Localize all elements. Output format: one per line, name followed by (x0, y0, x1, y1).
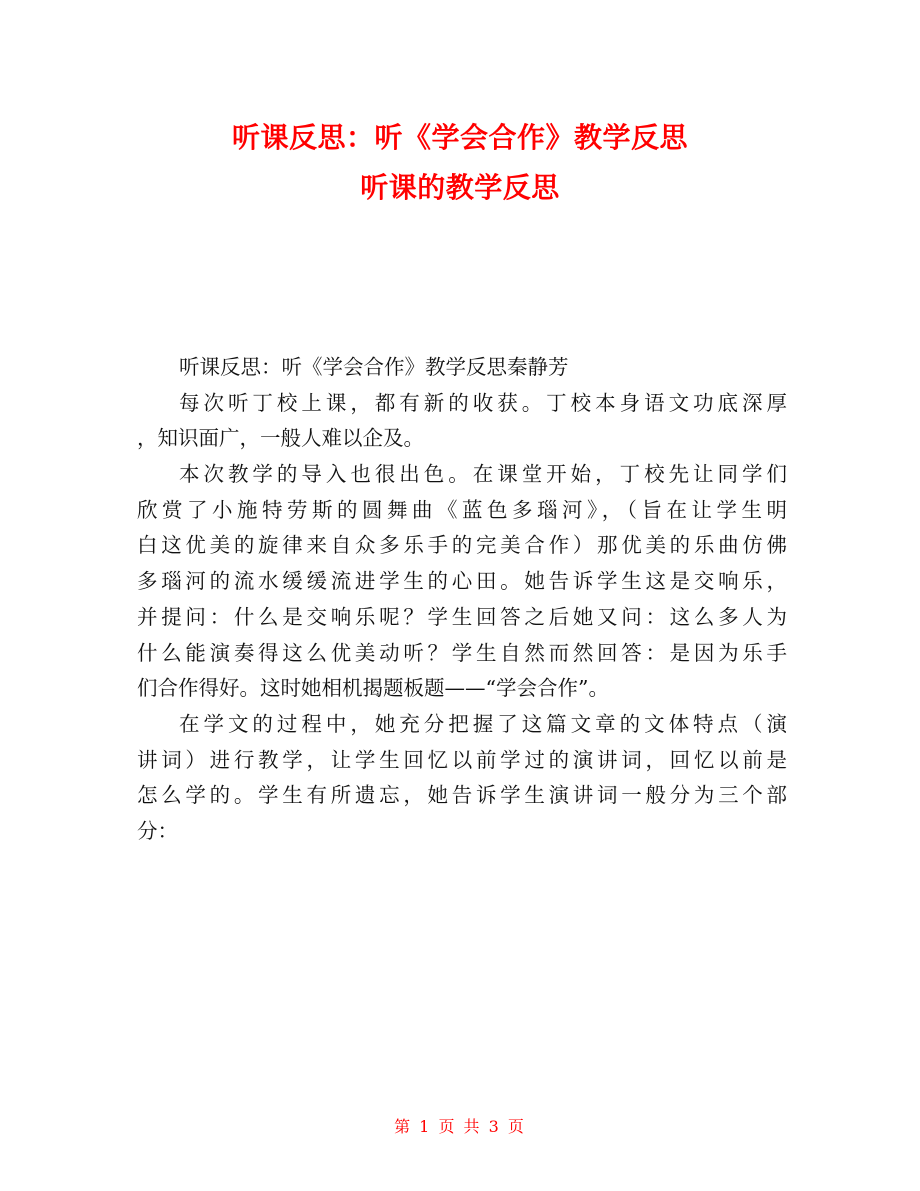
paragraph-2-line-2: ，知识面广，一般人难以企及。 (137, 426, 424, 451)
page-number-footer: 第 1 页 共 3 页 (394, 1117, 526, 1136)
paragraph-4-line-4: 分： (137, 818, 178, 843)
paragraph-4-line-2: 讲词）进行教学，让学生回忆以前学过的演讲词，回忆以前是 (137, 747, 787, 772)
paragraph-3-line-4: 多瑙河的流水缓缓流进学生的心田。她告诉学生这是交响乐， (137, 569, 787, 594)
paragraph-3-line-2: 欣赏了小施特劳斯的圆舞曲《蓝色多瑙河》，（旨在让学生明 (137, 497, 787, 522)
paragraph-3-line-7: 们合作得好。这时她相机揭题板题——“学会合作”。 (137, 676, 609, 701)
document-title-line-1: 听课反思：听《学会合作》教学反思 (231, 121, 688, 154)
paragraph-3-line-1: 本次教学的导入也很出色。在课堂开始，丁校先让同学们 (179, 462, 787, 487)
paragraph-2-line-1: 每次听丁校上课，都有新的收获。丁校本身语文功底深厚 (179, 390, 787, 415)
document-body (137, 350, 787, 850)
paragraph-3-line-3: 白这优美的旋律来自众多乐手的完美合作）那优美的乐曲仿佛 (137, 533, 787, 558)
paragraph-4-line-1: 在学文的过程中，她充分把握了这篇文章的文体特点（演 (179, 711, 787, 736)
paragraph-1-line-1: 听课反思：听《学会合作》教学反思秦静芳 (179, 355, 569, 379)
paragraph-3-line-5: 并提问：什么是交响乐呢？学生回答之后她又问：这么多人为 (137, 604, 787, 629)
paragraph-4-line-3: 怎么学的。学生有所遗忘，她告诉学生演讲词一般分为三个部 (137, 783, 787, 808)
paragraph-3-line-6: 什么能演奏得这么优美动听？学生自然而然回答：是因为乐手 (137, 640, 787, 665)
document-title-line-2: 听课的教学反思 (360, 171, 560, 204)
